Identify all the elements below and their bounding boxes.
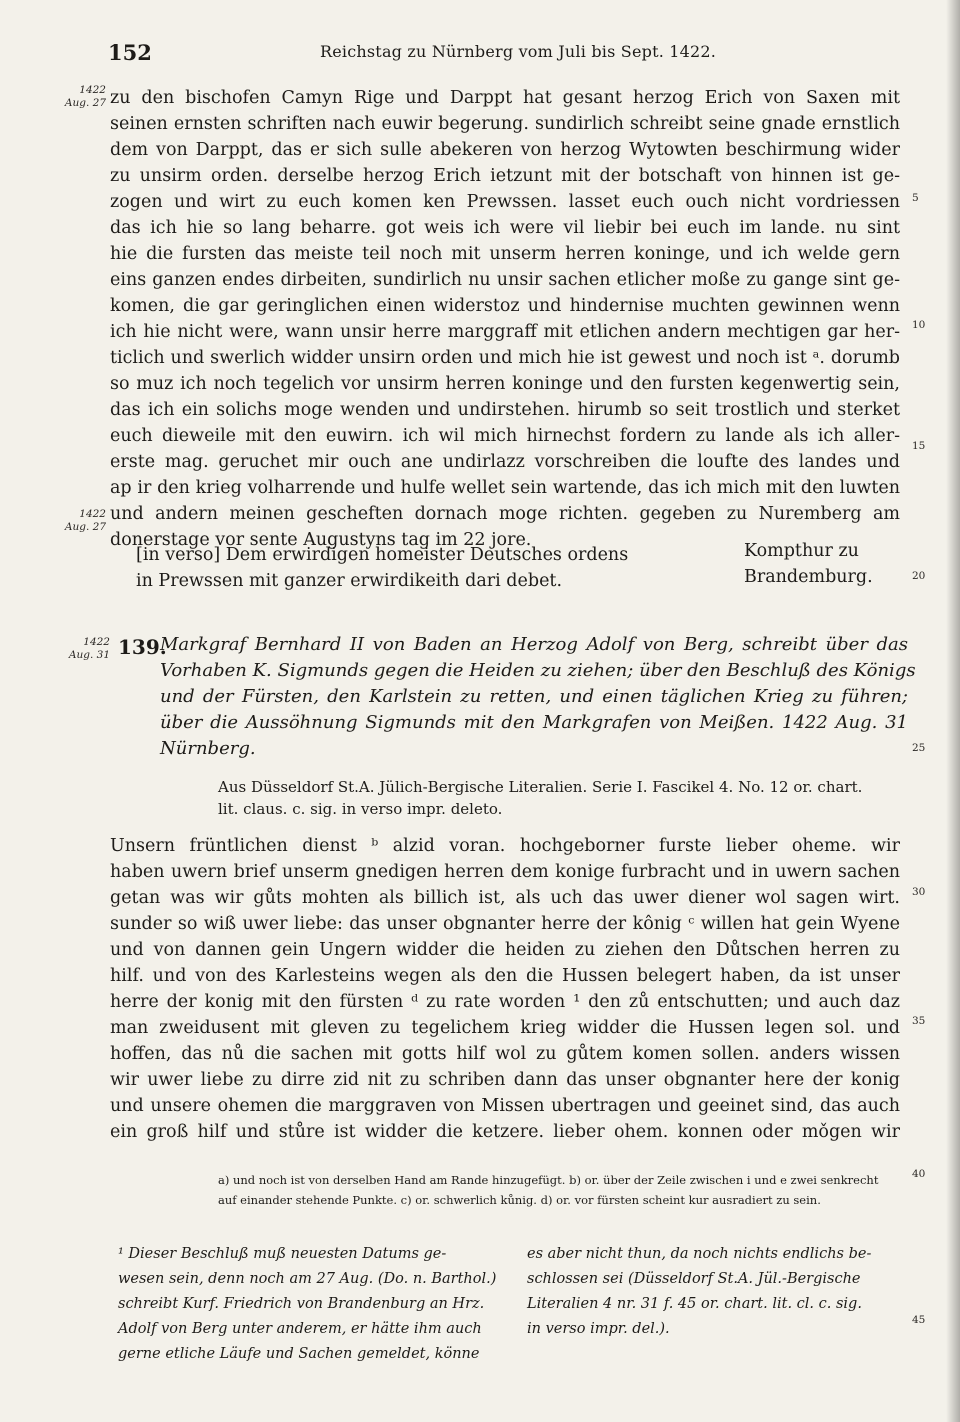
text-line: ein groß hilf und stůre ist widder die ketzere. lieber ohem. konnen oder mǒgen wir bbox=[110, 1122, 900, 1142]
text-line: und von dannen gein Ungern widder die heiden zu ziehen den Důtschen herren zu bbox=[110, 940, 900, 960]
page-edge-shadow bbox=[946, 0, 960, 1422]
text-line: zu unsirm orden. derselbe herzog Erich ietzunt mit der botschaft von hinnen ist ge- bbox=[110, 166, 900, 186]
line-number: 40 bbox=[912, 1168, 926, 1180]
text-line: so muz ich noch tegelich vor unsirm herren koninge und den fursten kegenwertig sein, bbox=[110, 374, 900, 394]
address-line: [in verso] Dem erwirdigen homeister Deutsches ordens bbox=[136, 545, 629, 565]
apparatus-line: auf einander stehende Punkte. c) or. schwerlich kůnig. d) or. vor fürsten scheint kur ausradiert zu sein. bbox=[218, 1193, 821, 1207]
text-line: Unsern früntlichen dienst ᵇ alzid voran. hochgeborner furste lieber oheme. wir bbox=[110, 836, 900, 856]
apparatus-line: a) und noch ist von derselben Hand am Rande hinzugefügt. b) or. über der Zeile zwischen i und e zwei senkrecht bbox=[218, 1173, 879, 1187]
footnote-line: Adolf von Berg unter anderem, er hätte ihm auch bbox=[118, 1321, 482, 1337]
source-note bbox=[218, 776, 908, 820]
margin-date-year: 1422 bbox=[79, 508, 106, 520]
text-line: eins ganzen endes dirbeiten, sundirlich nu unsir sachen etlicher moße zu gange sint ge- bbox=[110, 270, 900, 290]
text-line: seinen ernsten schriften nach euwir begerung. sundirlich schreibt seine gnade ernstlich bbox=[110, 114, 900, 134]
page-header bbox=[108, 40, 908, 70]
running-title: Reichstag zu Nürnberg vom Juli bis Sept. 1422. bbox=[320, 42, 717, 61]
text-line: das ich ein solichs moge wenden und undirstehen. hirumb so seit trostlich und sterket bbox=[110, 400, 900, 420]
text-line: komen, die gar geringlichen einen widerstoz und hindernise muchten gewinnen wenn bbox=[110, 296, 900, 316]
text-line: hoffen, das nů die sachen mit gotts hilf wol zu gůtem komen sollen. anders wissen bbox=[110, 1044, 900, 1064]
margin-date-day: Aug. 27 bbox=[64, 97, 106, 109]
footnote-line: in verso impr. del.). bbox=[527, 1321, 670, 1337]
letter-signature bbox=[744, 538, 873, 590]
margin-date-day: Aug. 27 bbox=[64, 521, 106, 533]
text-line: ich hie nicht were, wann unsir herre marggraff mit etlichen andern mechtigen gar her- bbox=[110, 322, 900, 342]
line-number: 20 bbox=[912, 570, 926, 582]
margin-date-bottom bbox=[48, 508, 106, 534]
footnote-line: schreibt Kurf. Friedrich von Brandenburg an Hrz. bbox=[118, 1296, 485, 1312]
text-line: donerstage vor sente Augustyns tag im 22 jore. bbox=[110, 530, 532, 550]
textual-apparatus bbox=[218, 1170, 908, 1210]
footnote-line: gerne etliche Läufe und Sachen gemeldet, könne bbox=[118, 1346, 480, 1362]
footnote-line: schlossen sei (Düsseldorf St.A. Jül.-Bergische bbox=[527, 1271, 861, 1287]
heading-line: und der Fürsten, den Karlstein zu retten, und einen täglichen Krieg zu führen; bbox=[160, 686, 908, 707]
text-line: hie die fursten das meiste teil noch mit unserm herren koninge, und ich welde gern bbox=[110, 244, 900, 264]
line-number: 35 bbox=[912, 1015, 926, 1027]
margin-date-year: 1422 bbox=[83, 636, 110, 648]
footnote-line: wesen sein, denn noch am 27 Aug. (Do. n. Barthol.) bbox=[118, 1271, 497, 1287]
line-number: 15 bbox=[912, 440, 926, 452]
document-number: 139. bbox=[118, 635, 167, 659]
text-line: ticlich und swerlich widder unsirn orden und mich hie ist gewest und noch ist ᵃ. dorumb bbox=[110, 348, 900, 368]
heading-line: Nürnberg. bbox=[160, 738, 256, 759]
text-line: zu den bischofen Camyn Rige und Darppt hat gesant herzog Erich von Saxen mit bbox=[110, 88, 900, 108]
line-number: 45 bbox=[912, 1314, 926, 1326]
text-line: euch dieweile mit den euwirn. ich wil mich hirnechst fordern zu lande als ich aller- bbox=[110, 426, 900, 446]
line-number: 30 bbox=[912, 886, 926, 898]
footnote-line: Literalien 4 nr. 31 f. 45 or. chart. lit. cl. c. sig. bbox=[527, 1296, 862, 1312]
text-line: ap ir den krieg volharrende und hulfe wellet sein wartende, das ich mich mit den luwten bbox=[110, 478, 900, 498]
line-number: 25 bbox=[912, 742, 926, 754]
footnote-line: es aber nicht thun, da noch nichts endlichs be- bbox=[527, 1246, 872, 1262]
text-line: zogen und wirt zu euch komen ken Prewssen. lasset euch ouch nicht vordriessen bbox=[110, 192, 900, 212]
text-line: haben uwern brief unserm gnedigen herren dem konige furbracht und in uwern sachen bbox=[110, 862, 900, 882]
heading-line: Vorhaben K. Sigmunds gegen die Heiden zu ziehen; über den Beschluß des Königs bbox=[160, 660, 916, 681]
footnote-right-column bbox=[527, 1242, 911, 1342]
margin-date-year: 1422 bbox=[79, 84, 106, 96]
text-line: herre der konig mit den fürsten ᵈ zu rate worden ¹ den zů entschutten; und auch daz bbox=[110, 992, 900, 1012]
letter-address bbox=[136, 542, 628, 594]
footnote-line: ¹ Dieser Beschluß muß neuesten Datums ge- bbox=[118, 1246, 447, 1262]
text-line: getan was wir gůts mohten als billich ist, als uch das uwer diener wol sagen wirt. bbox=[110, 888, 900, 908]
signature-line: Brandemburg. bbox=[744, 567, 873, 587]
text-line: sunder so wiß uwer liebe: das unser obgnanter herre der kônig ᶜ willen hat gein Wyene bbox=[110, 914, 900, 934]
page-number: 152 bbox=[108, 40, 152, 65]
text-line: dem von Darppt, das er sich sulle abekeren von herzog Wytowten beschirmung wider bbox=[110, 140, 900, 160]
line-number: 10 bbox=[912, 319, 926, 331]
signature-line: Kompthur zu bbox=[744, 541, 859, 561]
margin-date-top bbox=[48, 84, 106, 110]
heading-line: über die Aussöhnung Sigmunds mit den Markgrafen von Meißen. 1422 Aug. 31 bbox=[160, 712, 908, 733]
margin-date-doc139 bbox=[52, 636, 110, 662]
heading-line: Markgraf Bernhard II von Baden an Herzog Adolf von Berg, schreibt über das bbox=[160, 634, 908, 655]
source-line: lit. claus. c. sig. in verso impr. deleto. bbox=[218, 800, 503, 818]
text-line: und andern meinen gescheften dornach moge richten. gegeben zu Nuremberg am bbox=[110, 504, 900, 524]
margin-date-day: Aug. 31 bbox=[68, 649, 110, 661]
address-line: in Prewssen mit ganzer erwirdikeith dari debet. bbox=[136, 571, 563, 591]
source-line: Aus Düsseldorf St.A. Jülich-Bergische Literalien. Serie I. Fascikel 4. No. 12 or. chart. bbox=[218, 778, 863, 796]
line-number: 5 bbox=[912, 192, 919, 204]
footnote-left-column bbox=[118, 1242, 510, 1367]
text-line: und unsere ohemen die marggraven von Missen ubertragen und geeinet sind, das auch bbox=[110, 1096, 900, 1116]
text-line: wir uwer liebe zu dirre zid nit zu schriben dann das unser obgnanter here der konig bbox=[110, 1070, 900, 1090]
text-line: hilf. und von des Karlesteins wegen als den die Hussen belegert haben, da ist unser bbox=[110, 966, 900, 986]
text-line: man zweidusent mit gleven zu tegelichem krieg widder die Hussen legen sol. und bbox=[110, 1018, 900, 1038]
text-line: das ich hie so lang beharre. got weis ich were vil liebir bei euch im lande. nu sint bbox=[110, 218, 900, 238]
text-line: erste mag. geruchet mir ouch ane undirlazz vorschreiben die loufte des landes und bbox=[110, 452, 900, 472]
